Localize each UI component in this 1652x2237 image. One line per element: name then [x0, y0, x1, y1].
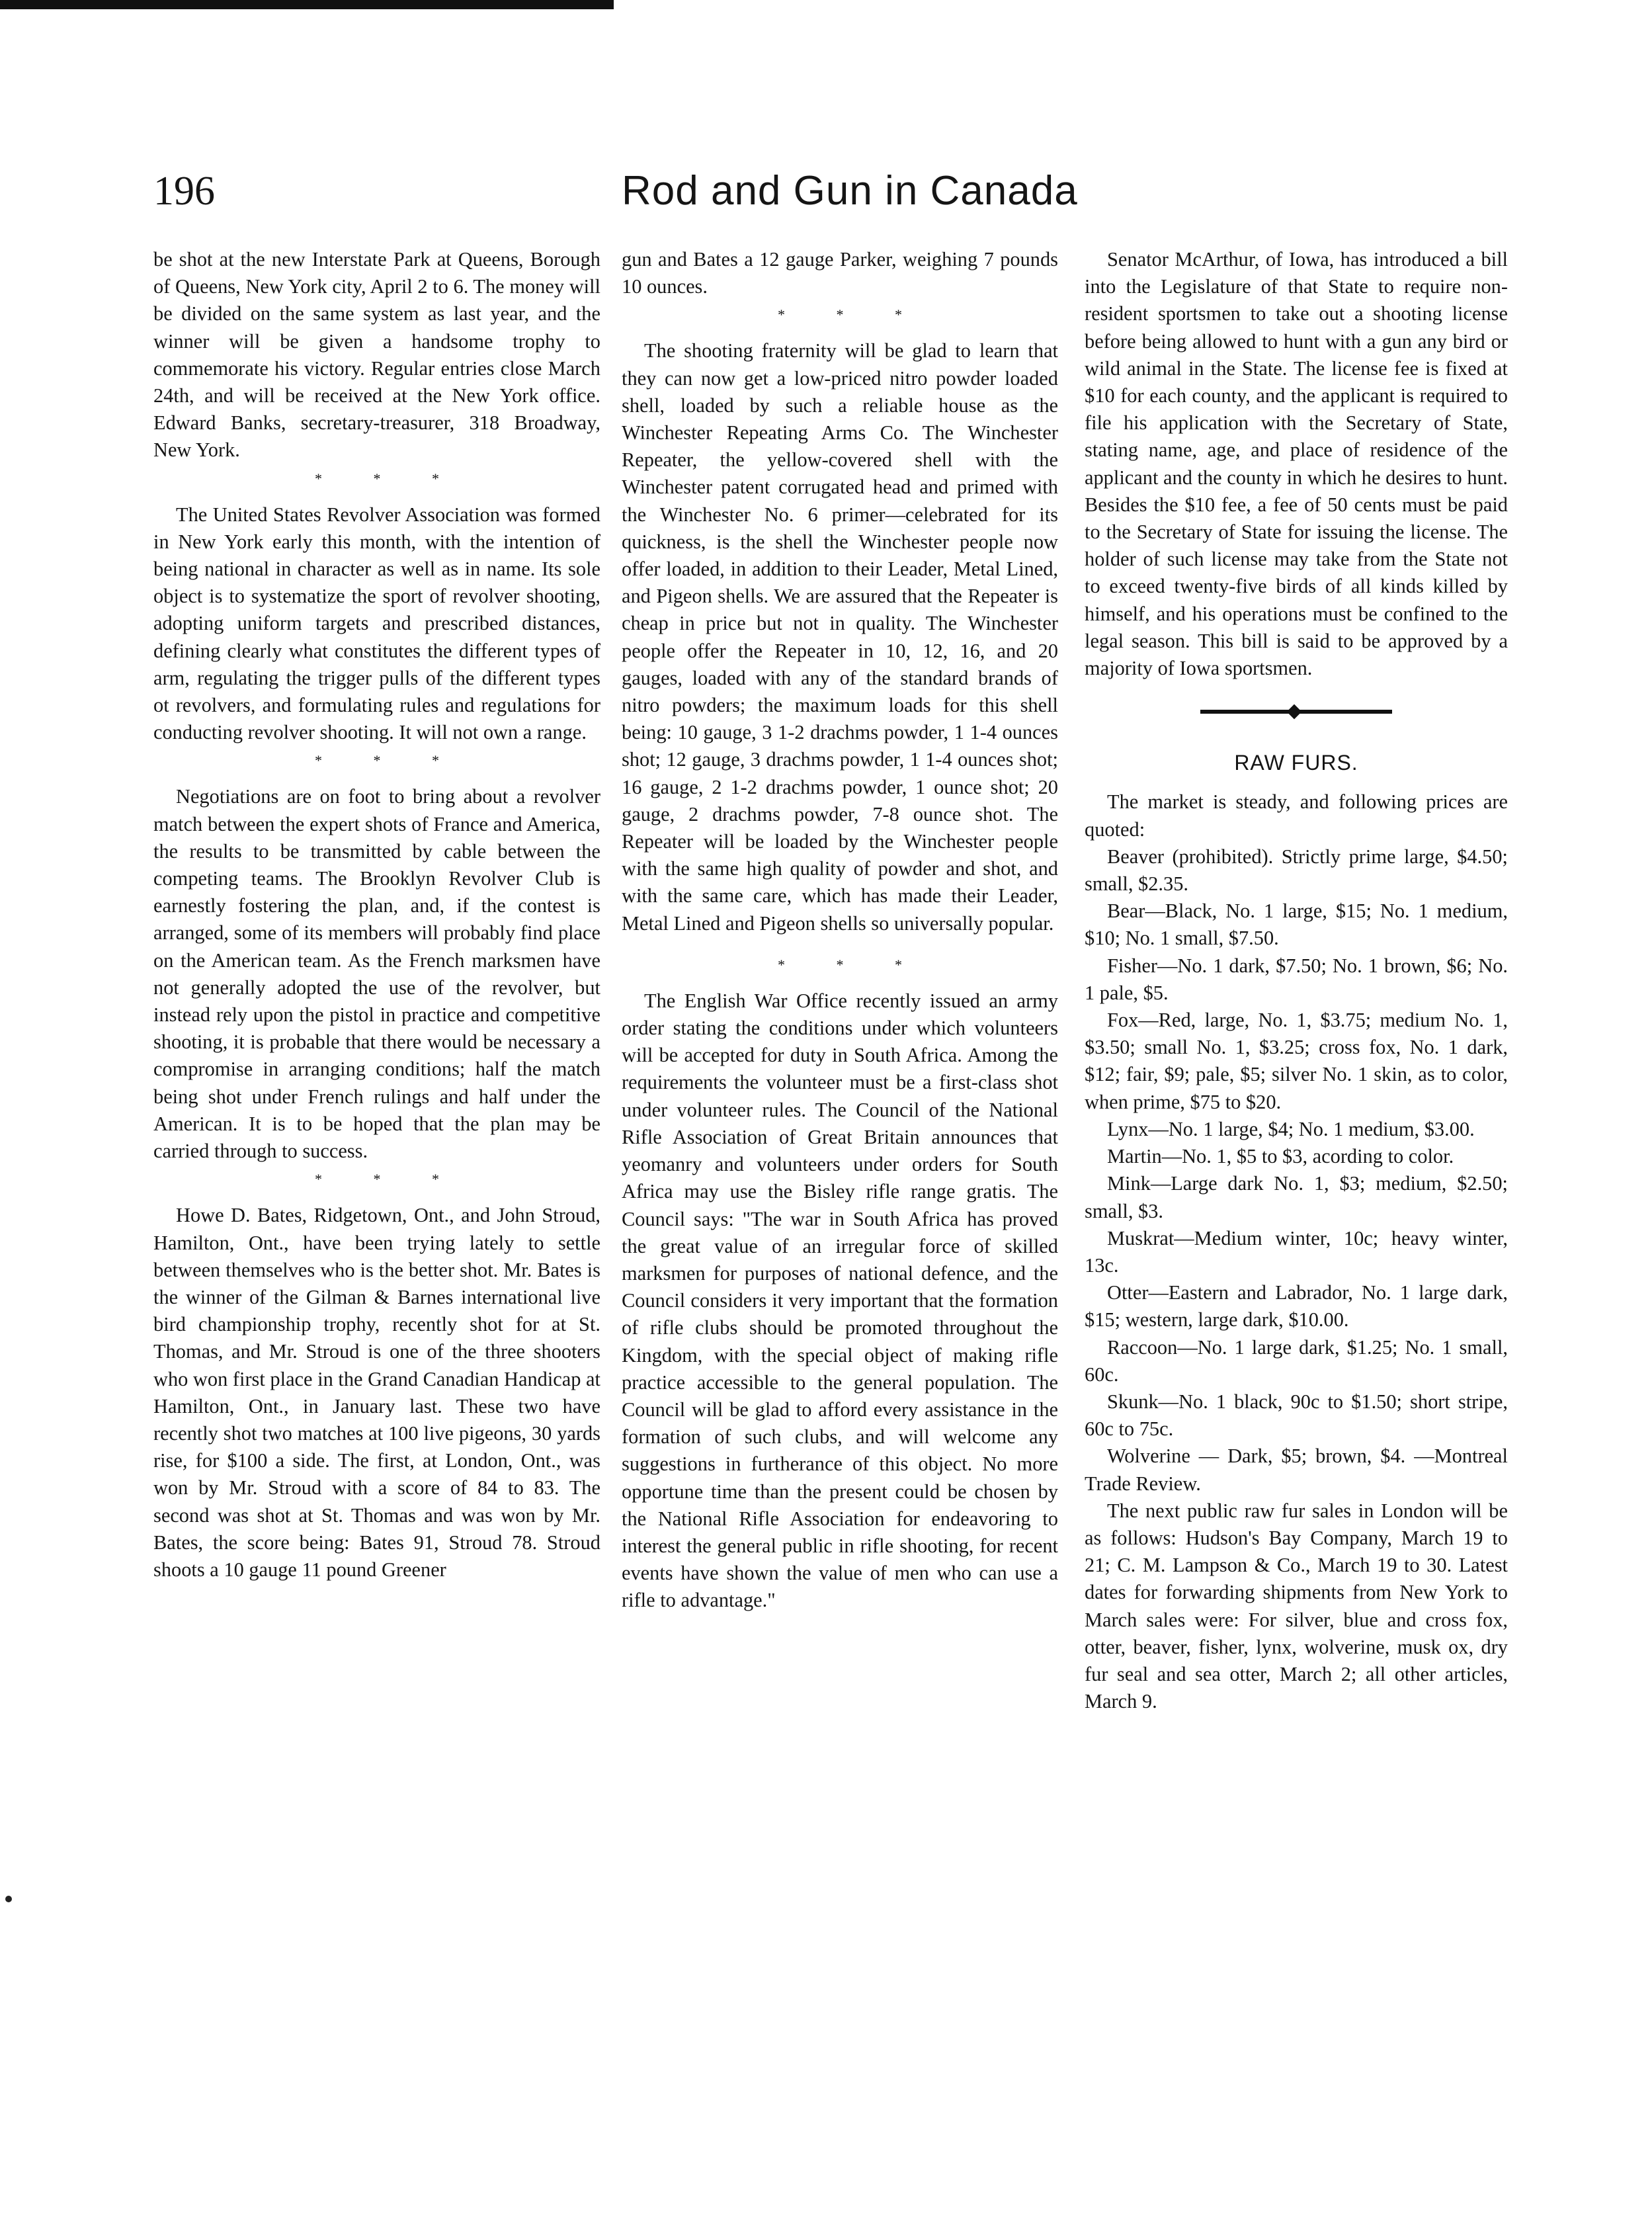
page-title: Rod and Gun in Canada	[622, 168, 1078, 214]
fur-price-item: Otter—Eastern and Labrador, No. 1 large dark, $15; western, large dark, $10.00.	[1085, 1281, 1508, 1331]
top-rule	[0, 0, 614, 9]
article-paragraph: The United States Revolver Association was formed in New York early this month, with the intention of being national in character as well as in name. Its sole object is to systematize the sport of revolver shooting, adopting uniform targets and prescribed distances, defining clearly what constitutes the different types of arm, regulating the trigger pulls of the different types ot revolvers, and formulating rules and regulations for conducting revolver shooting. It will not own a range.	[153, 503, 600, 744]
fur-price-item: Fox—Red, large, No. 1, $3.75; medium No. 1, $3.50; small No. 1, $3.25; cross fox, No. 1 dark, $12; fair, $9; pale, $5; silver No. 1 skin, as to color, when prime, $75 to $20.	[1085, 1009, 1508, 1113]
divider-diamond	[1287, 704, 1302, 720]
section-separator: * * *	[778, 306, 926, 323]
page-number: 196	[153, 169, 215, 214]
column-3	[1085, 246, 1508, 1715]
fur-price-item: Skunk—No. 1 black, 90c to $1.50; short stripe, 60c to 75c.	[1085, 1390, 1508, 1441]
article-paragraph: The shooting fraternity will be glad to learn that they can now get a low-priced nitro powder loaded shell, loaded by such a reliable house as the Winchester Repeating Arms Co. The Winchester Repeater, the yellow-covered shell with the Winchester patent corrugated head and primed with the Winchester No. 6 primer—celebrated for its quickness, is the shell the Winchester people now offer loaded, in addition to their Leader, Metal Lined, and Pigeon shells. We are assured that the Repeater is cheap in price but not in quality. The Winchester people offer the Repeater in 10, 12, 16, and 20 gauges, loaded with any of the standard brands of nitro powders; the maximum loads for this shell being: 10 gauge, 3 1-2 drachms powder, 1 1-4 ounces shot; 12 gauge, 3 drachms powder, 1 1-4 ounces shot; 16 gauge, 2 1-2 drachms powder, 1 ounce shot; 20 gauge, 2 drachms powder, 7-8 ounce shot. The Repeater will be loaded by the Winchester people with the same high quality of powder and shot, and with the same care, which has made their Leader, Metal Lined and Pigeon shells so universally popular.	[622, 339, 1058, 935]
fur-price-item: Beaver (prohibited). Strictly prime large, $4.50; small, $2.35.	[1085, 845, 1508, 896]
fur-sales-paragraph: The next public raw fur sales in London will be as follows: Hudson's Bay Company, March 19 to 21; C. M. Lampson & Co., March 19 to 30. Latest dates for forwarding shipments from New York to March sales were: For silver, blue and cross fox, otter, beaver, fisher, lynx, wolverine, musk ox, dry fur seal and sea otter, March 2; all other articles, March 9.	[1085, 1499, 1508, 1713]
section-separator: * * *	[315, 470, 463, 487]
section-title-raw-furs: RAW FURS.	[1234, 751, 1358, 775]
fur-price-item: Fisher—No. 1 dark, $7.50; No. 1 brown, $6; No. 1 pale, $5.	[1085, 954, 1508, 1004]
fur-price-item: Martin—No. 1, $5 to $3, acording to color.	[1107, 1145, 1454, 1168]
article-paragraph: be shot at the new Interstate Park at Queens, Borough of Queens, New York city, April 2 to 6. The money will be divided on the same system as last year, and the winner will be given a handsome trophy to commemorate his victory. Regular entries close March 24th, and will be received at the New York office. Edward Banks, secretary-treasurer, 318 Broadway, New York.	[153, 248, 600, 462]
article-paragraph: Negotiations are on foot to bring about a revolver match between the expert shots of France and America, the results to be transmitted by cable between the competing teams. The Brooklyn Revolver Club is earnestly fostering the plan, and, if the contest is arranged, some of its members will probably find place on the American team. As the French marksmen have not generally adopted the use of the revolver, but instead rely upon the pistol in practice and competitive shooting, it is probable that there would be necessary a compromise in arranging conditions; half the match being shot under French rulings and half under the American. It is to be hoped that the plan may be carried through to success.	[153, 785, 600, 1163]
fur-price-item: Raccoon—No. 1 large dark, $1.25; No. 1 small, 60c.	[1085, 1335, 1508, 1386]
article-paragraph: Senator McArthur, of Iowa, has introduced a bill into the Legislature of that State to require non-resident sportsmen to take out a shooting license before being allowed to hunt with a gun any bird or wild animal in the State. The license fee is fixed at $10 for each county, and the applicant is required to file his application with the Secretary of State, stating name, age, and place of residence of the applicant and the county in which he desires to hunt. Besides the $10 fee, a fee of 50 cents must be paid to the Secretary of State for issuing the license. The holder of such license may take from the State not to exceed twenty-five birds of all kinds killed by himself, and his operations must be confined to the legal season. This bill is said to be approved by a majority of Iowa sportsmen.	[1085, 248, 1508, 680]
fur-price-item: Muskrat—Medium winter, 10c; heavy winter, 13c.	[1085, 1226, 1508, 1277]
article-paragraph: Howe D. Bates, Ridgetown, Ont., and John Stroud, Hamilton, Ont., have been trying lately to settle between themselves who is the better shot. Mr. Bates is the winner of the Gilman & Barnes international live bird championship trophy, recently shot for at St. Thomas, and Mr. Stroud is one of the three shooters who won first place in the Grand Canadian Handicap at Hamilton, Ont., in January last. These two have recently shot two matches at 100 live pigeons, 30 yards rise, for $100 a side. The first, at London, Ont., was won by Mr. Stroud with a score of 84 to 83. The second was shot at St. Thomas and was won by Mr. Bates, the score being: Bates 91, Stroud 78. Stroud shoots a 10 gauge 11 pound Greener	[153, 1204, 600, 1581]
section-separator: * * *	[315, 752, 463, 769]
section-separator: * * *	[778, 956, 926, 973]
article-paragraph: gun and Bates a 12 gauge Parker, weighing 7 pounds 10 ounces.	[622, 248, 1058, 298]
column-1	[153, 246, 600, 1583]
column-2	[622, 246, 1058, 1615]
fur-price-item: Mink—Large dark No. 1, $3; medium, $2.50; small, $3.	[1085, 1172, 1508, 1222]
fur-price-item: Wolverine — Dark, $5; brown, $4. —Montreal Trade Review.	[1085, 1445, 1508, 1495]
fur-price-item: Lynx—No. 1 large, $4; No. 1 medium, $3.00.	[1107, 1117, 1475, 1140]
article-paragraph: The English War Office recently issued an army order stating the conditions under which volunteers will be accepted for duty in South Africa. Among the requirements the volunteer must be a first-class shot under volunteer rules. The Council of the National Rifle Association of Great Britain announces that yeomanry and volunteers under orders for South Africa may use the Bisley rifle range gratis. The Council says: "The war in South Africa has proved the great value of an irregular force of skilled marksmen for purposes of national defence, and the Council considers it very important that the formation of rifle clubs should be promoted throughout the Kingdom, with the special object of making rifle practice accessible to the general population. The Council will be glad to afford every assistance in the formation of such clubs, and will welcome any suggestions in furtherance of this object. No more opportune time than the present could be chosen by the National Rifle Association for endeavoring to interest the general public in rifle shooting, for recent events have shown the value of men who can use a rifle to advantage."	[622, 989, 1058, 1612]
fur-price-item: The market is steady, and following prices are quoted:	[1085, 790, 1508, 841]
margin-speck	[5, 1896, 12, 1902]
section-separator: * * *	[315, 1171, 463, 1188]
fur-price-item: Bear—Black, No. 1 large, $15; No. 1 medium, $10; No. 1 small, $7.50.	[1085, 900, 1508, 950]
ornamental-divider	[1200, 710, 1392, 714]
